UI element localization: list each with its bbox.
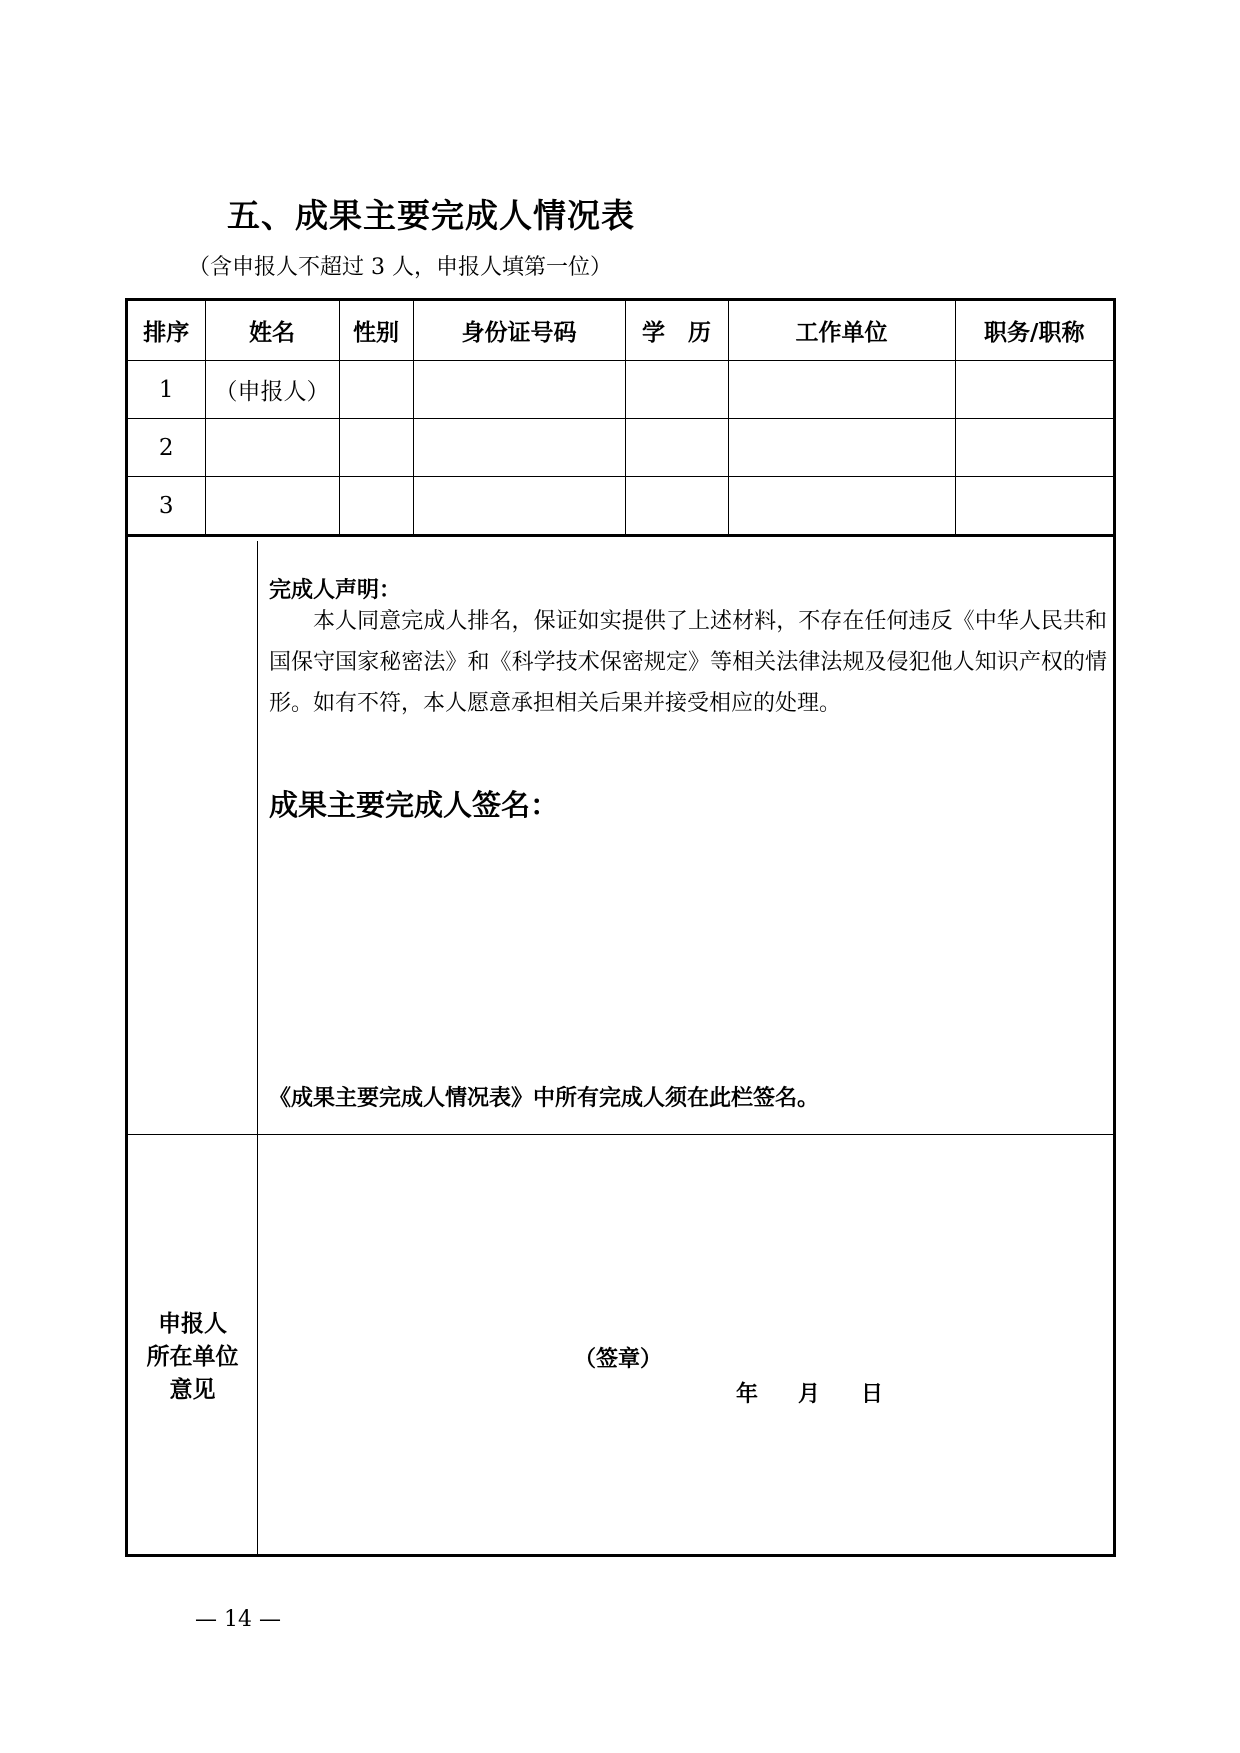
opinion-section xyxy=(128,1134,1113,1554)
table-header-row xyxy=(128,301,1113,361)
title-cell[interactable] xyxy=(955,361,1113,419)
completers-table xyxy=(128,301,1113,537)
declaration-section xyxy=(128,541,1113,1135)
id-number-cell[interactable] xyxy=(413,361,625,419)
table-row xyxy=(128,477,1113,536)
opinion-label-cell xyxy=(128,1134,258,1554)
declaration-title: 完成人声明： xyxy=(269,578,402,603)
page-number: — 14 — xyxy=(195,1607,281,1632)
title-cell[interactable] xyxy=(955,419,1113,477)
declaration-left-cell xyxy=(128,541,258,1134)
opinion-label xyxy=(128,1308,257,1407)
header-id-number: 身份证号码 xyxy=(413,301,625,361)
header-education: 学 历 xyxy=(625,301,728,361)
education-cell[interactable] xyxy=(625,419,728,477)
id-number-cell[interactable] xyxy=(413,477,625,536)
opinion-label-line: 申报人 xyxy=(158,1311,227,1337)
table-row xyxy=(128,361,1113,419)
education-cell[interactable] xyxy=(625,361,728,419)
opinion-label-line: 意见 xyxy=(169,1377,216,1403)
date-day-label: 日 xyxy=(861,1382,884,1407)
table-row xyxy=(128,419,1113,477)
header-name: 姓名 xyxy=(205,301,339,361)
gender-cell[interactable] xyxy=(339,419,413,477)
name-cell[interactable] xyxy=(205,419,339,477)
header-workplace: 工作单位 xyxy=(728,301,955,361)
title-cell[interactable] xyxy=(955,477,1113,536)
opinion-label-line: 所在单位 xyxy=(146,1344,239,1370)
signature-label: 成果主要完成人签名： xyxy=(269,788,560,822)
workplace-cell[interactable] xyxy=(728,361,955,419)
gender-cell[interactable] xyxy=(339,477,413,536)
page-subtitle: （含申报人不超过 3 人，申报人填第一位） xyxy=(188,255,612,280)
id-number-cell[interactable] xyxy=(413,419,625,477)
signature-note: 《成果主要完成人情况表》中所有完成人须在此栏签名。 xyxy=(269,1086,820,1111)
header-gender: 性别 xyxy=(339,301,413,361)
form-frame xyxy=(125,298,1116,1557)
workplace-cell[interactable] xyxy=(728,477,955,536)
rank-cell: 3 xyxy=(128,477,205,536)
seal-label: （签章） xyxy=(574,1347,663,1372)
rank-cell: 1 xyxy=(128,361,205,419)
rank-cell: 2 xyxy=(128,419,205,477)
declaration-body: 本人同意完成人排名，保证如实提供了上述材料，不存在任何违反《中华人民共和国保守国家秘密法》和《科学技术保密规定》等相关法律法规及侵犯他人知识产权的情形。如有不符，本人愿意承担相关后果并接受相应的处理。 xyxy=(269,609,1107,716)
workplace-cell[interactable] xyxy=(728,419,955,477)
page-title: 五、成果主要完成人情况表 xyxy=(227,196,635,235)
education-cell[interactable] xyxy=(625,477,728,536)
date-month-label: 月 xyxy=(798,1382,821,1407)
name-cell[interactable] xyxy=(205,477,339,536)
date-year-label: 年 xyxy=(736,1382,759,1407)
opinion-content[interactable] xyxy=(258,1134,1113,1554)
header-title: 职务/职称 xyxy=(955,301,1113,361)
declaration-content xyxy=(258,541,1113,1134)
gender-cell[interactable] xyxy=(339,361,413,419)
name-cell[interactable]: （申报人） xyxy=(205,361,339,419)
header-rank: 排序 xyxy=(128,301,205,361)
